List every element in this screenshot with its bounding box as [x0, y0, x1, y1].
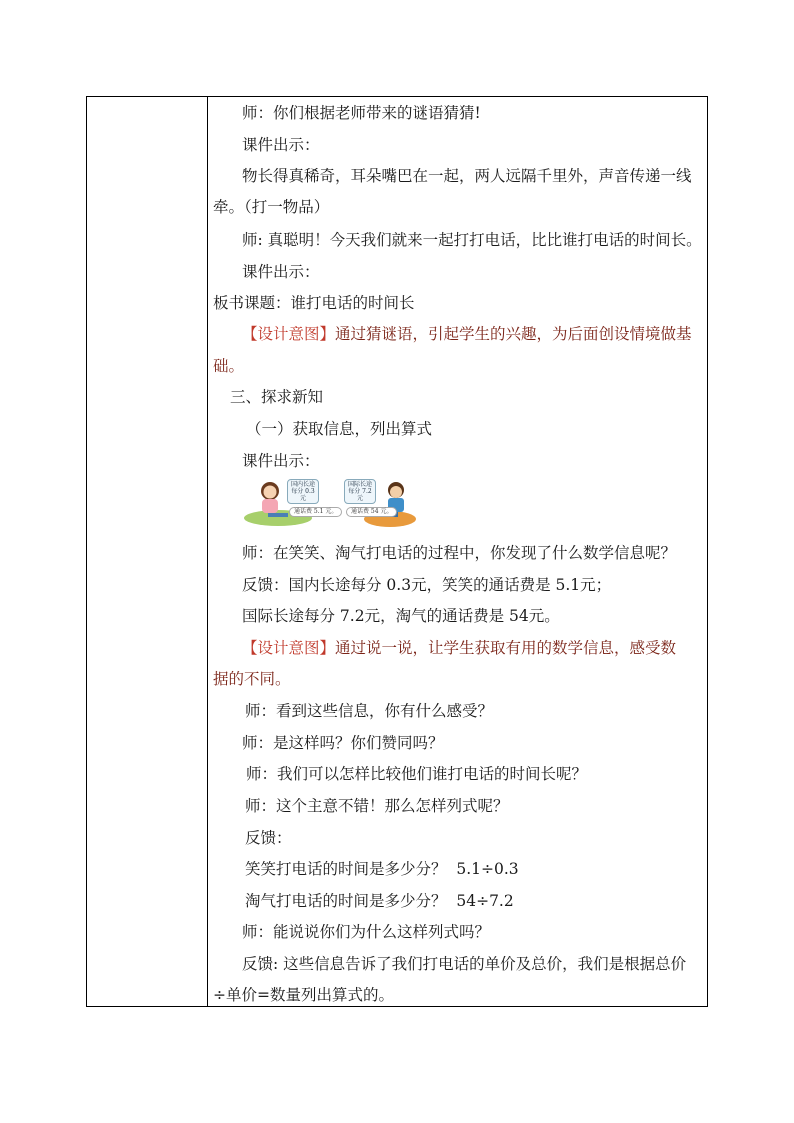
text-line: 物长得真稀奇，耳朵嘴巴在一起，两人远隔千里外，声音传递一线	[242, 167, 692, 185]
text-line: 课件出示：	[242, 263, 320, 281]
text-line: 师：你们根据老师带来的谜语猜猜!	[242, 104, 481, 122]
text-line: 师：这个主意不错！那么怎样列式呢？	[245, 797, 509, 815]
design-intent-tag: 【设计意图】	[242, 639, 336, 657]
text-line: 师: 真聪明！今天我们就来一起打打电话，比比谁打电话的时间长。	[242, 231, 702, 249]
text-line: 师：看到这些信息，你有什么感受？	[245, 702, 494, 720]
text-line: 师：在笑笑、淘气打电话的过程中，你发现了什么数学信息呢？	[242, 544, 677, 562]
section-heading: 三、探求新知	[230, 388, 324, 406]
fee-tag-taoqi: 通话费 54 元。	[346, 507, 397, 517]
text-line: 师：是这样吗？你们赞同吗？	[242, 734, 444, 752]
design-intent-tag: 【设计意图】	[242, 325, 336, 343]
domestic-rate-bubble: 国内长途每分 0.3 元	[287, 479, 319, 504]
international-rate-bubble: 国际长途每分 7.2 元	[344, 479, 376, 504]
lesson-table	[86, 96, 708, 1007]
fee-tag-xiaoxiao: 通话费 5.1 元。	[289, 507, 342, 517]
lesson-content	[208, 97, 707, 1006]
design-intent-text: 通过猜谜语，引起学生的兴趣，为后面创设情境做基	[335, 325, 692, 343]
text-line: 牵。（打一物品）	[213, 198, 330, 216]
design-intent-1	[242, 324, 692, 344]
text-line: 国际长途每分 7.2元，淘气的通话费是 54元。	[242, 607, 560, 625]
design-intent-2	[242, 638, 676, 658]
text-line: ÷单价=数量列出算式的。	[213, 986, 394, 1004]
illustration-drawing	[242, 477, 418, 529]
text-line: 反馈：	[245, 829, 292, 847]
text-line: 反馈: 这些信息告诉了我们打电话的单价及总价，我们是根据总价	[242, 955, 687, 973]
text-line: 师：我们可以怎样比较他们谁打电话的时间长呢？	[246, 765, 588, 783]
formula-line: 淘气打电话的时间是多少分？ 54÷7.2	[245, 892, 514, 910]
phone-call-illustration	[242, 477, 418, 529]
design-intent-text: 通过说一说，让学生获取有用的数学信息，感受数	[335, 639, 677, 657]
text-line: 师：能说说你们为什么这样列式吗？	[242, 923, 491, 941]
board-title: 板书课题：谁打电话的时间长	[213, 294, 415, 312]
text-line: 课件出示：	[242, 136, 320, 154]
design-intent-text: 础。	[213, 357, 245, 375]
subsection-heading: （一）获取信息，列出算式	[246, 420, 433, 438]
formula-line: 笑笑打电话的时间是多少分？ 5.1÷0.3	[245, 860, 519, 878]
design-intent-text: 据的不同。	[213, 670, 291, 688]
text-line: 反馈：国内长途每分 0.3元，笑笑的通话费是 5.1元；	[242, 576, 612, 594]
text-line: 课件出示：	[242, 452, 320, 470]
